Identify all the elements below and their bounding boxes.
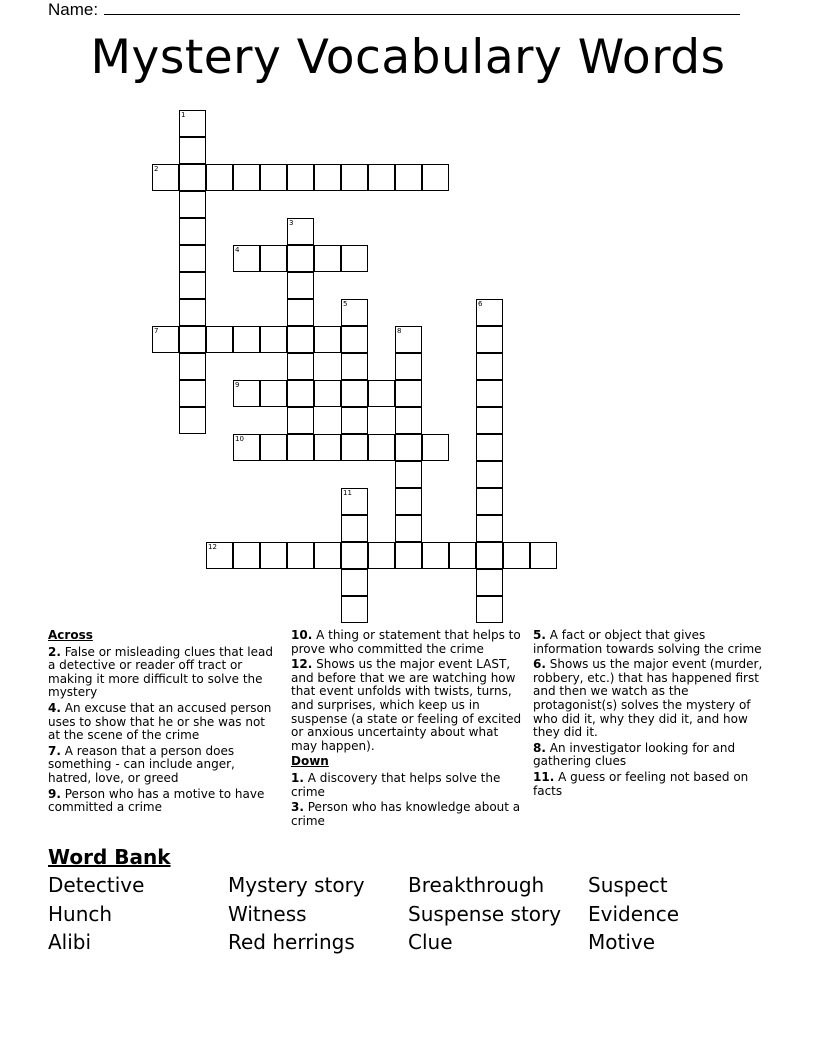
crossword-cell[interactable] bbox=[179, 407, 206, 434]
crossword-cell[interactable] bbox=[233, 326, 260, 353]
word-bank-item: Suspect bbox=[588, 873, 668, 897]
crossword-cell[interactable] bbox=[287, 407, 314, 434]
crossword-cell[interactable] bbox=[341, 407, 368, 434]
crossword-cell[interactable] bbox=[341, 515, 368, 542]
crossword-cell[interactable] bbox=[341, 434, 368, 461]
crossword-cell[interactable] bbox=[179, 353, 206, 380]
clue-number: 9 bbox=[235, 381, 240, 389]
word-bank-item: Evidence bbox=[588, 901, 680, 926]
crossword-cell[interactable] bbox=[314, 542, 341, 569]
clue-number: 3 bbox=[289, 219, 294, 227]
down-heading: Down bbox=[291, 754, 329, 769]
clue-across-2: 2. False or misleading clues that lead a detective or reader off tract or making it more difficult to solve the mystery bbox=[48, 644, 273, 700]
crossword-cell[interactable] bbox=[476, 542, 503, 569]
clue-number: 11 bbox=[343, 489, 352, 497]
crossword-cell[interactable] bbox=[341, 380, 368, 407]
crossword-cell[interactable] bbox=[422, 434, 449, 461]
crossword-cell[interactable] bbox=[179, 218, 206, 245]
clue-down-11: 11. A guess or feeling not based on facts bbox=[533, 769, 749, 798]
crossword-cell[interactable] bbox=[476, 434, 503, 461]
crossword-cell[interactable] bbox=[395, 488, 422, 515]
across-heading: Across bbox=[48, 628, 93, 642]
crossword-cell[interactable] bbox=[314, 164, 341, 191]
crossword-cell[interactable] bbox=[395, 380, 422, 407]
crossword-cell[interactable] bbox=[422, 542, 449, 569]
crossword-cell[interactable] bbox=[476, 569, 503, 596]
crossword-cell[interactable] bbox=[179, 191, 206, 218]
word-bank-item: Detective bbox=[48, 873, 145, 897]
clue-number: 4 bbox=[235, 246, 240, 254]
crossword-cell[interactable] bbox=[341, 596, 368, 623]
crossword-cell[interactable] bbox=[287, 218, 314, 245]
crossword-cell[interactable] bbox=[260, 542, 287, 569]
crossword-cell[interactable] bbox=[476, 515, 503, 542]
word-bank-item: Clue bbox=[408, 930, 453, 954]
crossword-cell[interactable] bbox=[260, 434, 287, 461]
crossword-cell[interactable] bbox=[260, 380, 287, 407]
crossword-cell[interactable] bbox=[287, 542, 314, 569]
crossword-cell[interactable] bbox=[260, 326, 287, 353]
crossword-cell[interactable] bbox=[395, 461, 422, 488]
word-bank-item: Breakthrough bbox=[408, 873, 545, 897]
crossword-cell[interactable] bbox=[287, 245, 314, 272]
crossword-cell[interactable] bbox=[314, 380, 341, 407]
crossword-cell[interactable] bbox=[395, 434, 422, 461]
crossword-cell[interactable] bbox=[233, 434, 260, 461]
crossword-cell[interactable] bbox=[233, 380, 260, 407]
crossword-cell[interactable] bbox=[179, 272, 206, 299]
crossword-cell[interactable] bbox=[152, 326, 179, 353]
crossword-cell[interactable] bbox=[368, 542, 395, 569]
clue-across-7: 7. A reason that a person does something - can include anger, hatred, love, or greed bbox=[48, 743, 235, 785]
clue-number: 5 bbox=[343, 300, 348, 308]
crossword-cell[interactable] bbox=[368, 434, 395, 461]
crossword-cell[interactable] bbox=[287, 299, 314, 326]
clues-column-3 bbox=[533, 629, 769, 800]
crossword-cell[interactable] bbox=[476, 326, 503, 353]
word-bank-item: Hunch bbox=[48, 901, 113, 926]
clues-column-2 bbox=[291, 629, 527, 830]
clue-down-1: 1. A discovery that helps solve the crime bbox=[291, 770, 501, 799]
crossword-cell[interactable] bbox=[179, 137, 206, 164]
crossword-cell[interactable] bbox=[287, 164, 314, 191]
crossword-cell[interactable] bbox=[395, 326, 422, 353]
crossword-cell[interactable] bbox=[341, 164, 368, 191]
crossword-cell[interactable] bbox=[314, 326, 341, 353]
crossword-cell[interactable] bbox=[341, 326, 368, 353]
crossword-cell[interactable] bbox=[341, 299, 368, 326]
word-bank-item: Alibi bbox=[48, 930, 92, 954]
crossword-cell[interactable] bbox=[179, 299, 206, 326]
crossword-cell[interactable] bbox=[287, 353, 314, 380]
clue-across-4: 4. An excuse that an accused person uses to show that he or she was not at the scene of the crime bbox=[48, 700, 272, 743]
word-bank bbox=[48, 871, 768, 957]
clue-number: 10 bbox=[235, 435, 244, 443]
crossword-cell[interactable] bbox=[152, 164, 179, 191]
crossword-cell[interactable] bbox=[179, 164, 206, 191]
crossword-cell[interactable] bbox=[341, 488, 368, 515]
crossword-cell[interactable] bbox=[179, 380, 206, 407]
crossword-cell[interactable] bbox=[476, 596, 503, 623]
crossword-cell[interactable] bbox=[503, 542, 530, 569]
word-bank-item: Red herrings bbox=[228, 930, 355, 954]
crossword-cell[interactable] bbox=[206, 164, 233, 191]
crossword-cell[interactable] bbox=[395, 515, 422, 542]
clue-across-10: 10. A thing or statement that helps to prove who committed the crime bbox=[291, 628, 521, 656]
crossword-cell[interactable] bbox=[179, 110, 206, 137]
crossword-cell[interactable] bbox=[476, 461, 503, 488]
crossword-cell[interactable] bbox=[260, 245, 287, 272]
crossword-cell[interactable] bbox=[395, 164, 422, 191]
crossword-cell[interactable] bbox=[287, 434, 314, 461]
name-label: Name: bbox=[48, 0, 99, 19]
clue-down-5: 5. A fact or object that gives information towards solving the crime bbox=[533, 628, 762, 656]
crossword-cell[interactable] bbox=[449, 542, 476, 569]
clue-number: 12 bbox=[208, 543, 217, 551]
crossword-cell[interactable] bbox=[287, 326, 314, 353]
crossword-cell[interactable] bbox=[206, 542, 233, 569]
crossword-cell[interactable] bbox=[476, 353, 503, 380]
crossword-cell[interactable] bbox=[476, 407, 503, 434]
crossword-cell[interactable] bbox=[422, 164, 449, 191]
crossword-cell[interactable] bbox=[179, 245, 206, 272]
clue-down-8: 8. An investigator looking for and gathering clues bbox=[533, 740, 736, 769]
crossword-cell[interactable] bbox=[341, 245, 368, 272]
page-title: Mystery Vocabulary Words bbox=[90, 30, 726, 85]
crossword-cell[interactable] bbox=[368, 164, 395, 191]
crossword-cell[interactable] bbox=[395, 407, 422, 434]
clue-number: 8 bbox=[397, 327, 402, 335]
word-bank-item: Suspense story bbox=[408, 901, 562, 926]
crossword-cell[interactable] bbox=[368, 380, 395, 407]
crossword-cell[interactable] bbox=[260, 164, 287, 191]
word-bank-item: Witness bbox=[228, 901, 307, 926]
crossword-cell[interactable] bbox=[206, 326, 233, 353]
crossword-cell[interactable] bbox=[341, 542, 368, 569]
crossword-cell[interactable] bbox=[395, 353, 422, 380]
crossword-cell[interactable] bbox=[530, 542, 557, 569]
name-field[interactable] bbox=[48, 0, 740, 20]
clue-number: 1 bbox=[181, 111, 186, 119]
crossword-cell[interactable] bbox=[395, 542, 422, 569]
word-bank-item: Motive bbox=[588, 930, 656, 954]
crossword-cell[interactable] bbox=[287, 272, 314, 299]
crossword-cell[interactable] bbox=[314, 434, 341, 461]
crossword-cell[interactable] bbox=[314, 245, 341, 272]
clue-down-6: 6. Shows us the major event (murder, robbery, etc.) that has happened first and then we watch as the protagonist(s) solves the mystery of who did it, why they did it, and how they did it. bbox=[533, 657, 763, 740]
clue-across-12: 12. Shows us the major event LAST, and before that we are watching how that event unfolds with twists, turns, and surprises, which keep us in suspense (a state or feeling of excited or anxious uncertainty about what may happen). bbox=[291, 657, 522, 753]
clue-down-3: 3. Person who has knowledge about a crime bbox=[291, 800, 521, 828]
clue-across-9: 9. Person who has a motive to have committed a crime bbox=[48, 786, 265, 815]
crossword-cell[interactable] bbox=[179, 326, 206, 353]
crossword-cell[interactable] bbox=[341, 569, 368, 596]
clue-number: 6 bbox=[478, 300, 483, 308]
clue-number: 7 bbox=[154, 327, 159, 335]
crossword-cell[interactable] bbox=[476, 380, 503, 407]
clues-column-1 bbox=[48, 629, 280, 817]
crossword-cell[interactable] bbox=[476, 488, 503, 515]
word-bank-heading: Word Bank bbox=[48, 845, 171, 869]
crossword-cell[interactable] bbox=[287, 380, 314, 407]
name-underline[interactable] bbox=[104, 0, 740, 15]
crossword-cell[interactable] bbox=[476, 299, 503, 326]
crossword-cell[interactable] bbox=[233, 245, 260, 272]
word-bank-item: Mystery story bbox=[228, 873, 365, 897]
crossword-cell[interactable] bbox=[233, 542, 260, 569]
crossword-cell[interactable] bbox=[341, 353, 368, 380]
crossword-cell[interactable] bbox=[233, 164, 260, 191]
clue-number: 2 bbox=[154, 165, 159, 173]
